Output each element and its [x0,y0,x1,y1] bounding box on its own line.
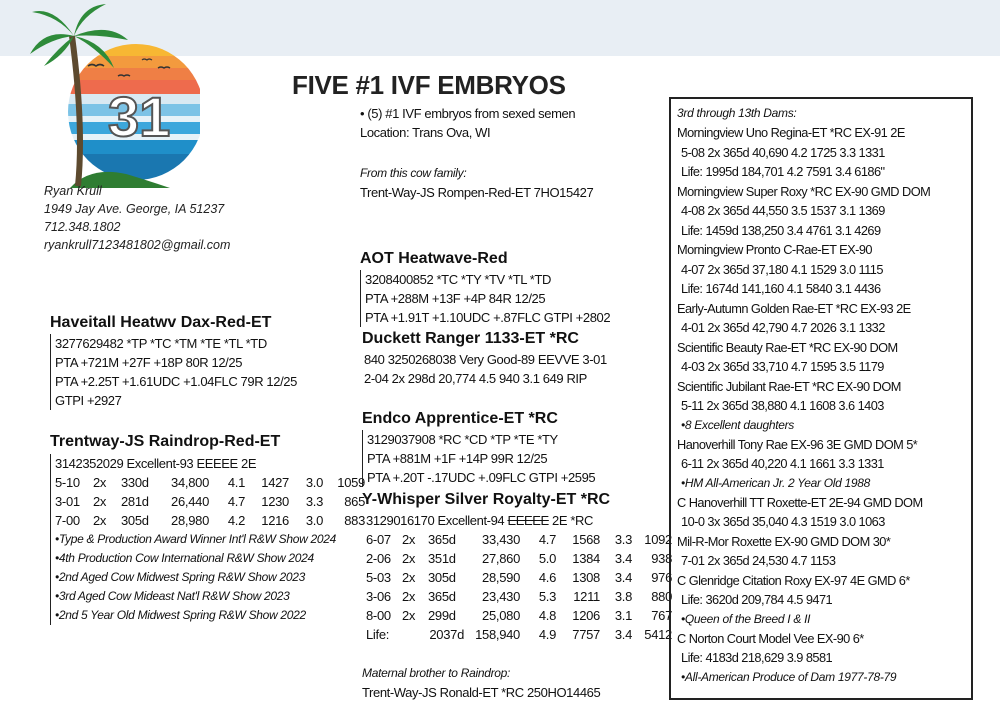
dam-life: Life: 1459d 138,250 3.4 4761 3.1 4269 [681,222,881,238]
record-row: 5-03 2x 305d 28,590 4.6 1308 3.4 976 [366,570,672,585]
record-row: 3-06 2x 365d 23,430 5.3 1211 3.8 880 [366,589,672,604]
haveitall-line: 3277629482 *TP *TC *TM *TE *TL *TD [55,336,267,351]
family-label: From this cow family: [360,166,467,180]
heatwave-line: PTA +288M +13F +4P 84R 12/25 [365,291,546,306]
dam-name: Hanoverhill Tony Rae EX-96 3E GMD DOM 5* [677,436,918,452]
heatwave-name: AOT Heatwave-Red [360,250,508,267]
dam-name: Scientific Beauty Rae-ET *RC EX-90 DOM [677,339,898,355]
record-row: 6-07 2x 365d 33,430 4.7 1568 3.3 1092 [366,532,672,547]
raindrop-note: •2nd Aged Cow Midwest Spring R&W Show 2023 [55,570,305,584]
whisper-reg-number: 3129016170 Excellent-94 [366,513,508,528]
duckett-name: Duckett Ranger 1133-ET *RC [362,330,579,347]
dam-name: Early-Autumn Golden Rae-ET *RC EX-93 2E [677,300,911,316]
dam-life: Life: 1674d 141,160 4.1 5840 3.1 4436 [681,281,881,296]
endco-line: 3129037908 *RC *CD *TP *TE *TY [367,432,558,447]
dam-name: C Norton Court Model Vee EX-90 6* [677,630,864,646]
dam-name: C Glenridge Citation Roxy EX-97 4E GMD 6* [677,572,910,588]
haveitall-line: GTPI +2927 [55,393,122,408]
dam-record: 7-01 2x 365d 24,530 4.7 1153 [681,553,836,568]
raindrop-note: •3rd Aged Cow Mideast Nat'l R&W Show 2023 [55,589,290,603]
contact-address: 1949 Jay Ave. George, IA 51237 [44,202,225,216]
dam-record: 5-08 2x 365d 40,690 4.2 1725 3.3 1331 [681,144,885,160]
intro-bullet: • (5) #1 IVF embryos from sexed semen [360,106,576,121]
maternal-name: Trent-Way-JS Ronald-ET *RC 250HO14465 [362,685,601,700]
dam-note: •All-American Produce of Dam 1977-78-79 [681,669,897,684]
endco-details [362,430,595,487]
contact-name: Ryan Krull [44,184,102,198]
raindrop-records [55,473,365,530]
palm-tree-sunset-logo [18,2,200,192]
heatwave-details [360,270,610,327]
dam-record: 4-07 2x 365d 37,180 4.1 1529 3.0 1115 [681,261,883,277]
duckett-details [364,350,607,388]
dam-record: 4-03 2x 365d 33,710 4.7 1595 3.5 1179 [681,359,884,374]
maternal-label: Maternal brother to Raindrop: [362,666,511,680]
page-title: FIVE #1 IVF EMBRYOS [292,70,566,100]
raindrop-reg: 3142352029 Excellent-93 EEEEE 2E [55,456,257,471]
life-row: Life: 2037d 158,940 4.9 7757 3.4 5412 [366,627,672,642]
record-row: 8-00 2x 299d 25,080 4.8 1206 3.1 767 [366,608,672,623]
dam-record: 10-0 3x 365d 35,040 4.3 1519 3.0 1063 [681,514,885,529]
whisper-name: Y-Whisper Silver Royalty-ET *RC [362,491,611,508]
record-row: 3-01 2x 281d 26,440 4.7 1230 3.3 865 [55,494,365,509]
dam-life: Life: 4183d 218,629 3.9 8581 [681,650,833,665]
dam-name: C Hanoverhill TT Roxette-ET 2E-94 GMD DOM [677,494,923,510]
contact-phone: 712.348.1802 [44,220,121,234]
raindrop-note: •Type & Production Award Winner Int'l R&W Show 2024 [55,532,336,546]
haveitall-details [50,334,297,410]
dam-record: 4-08 2x 365d 44,550 3.5 1537 3.1 1369 [681,203,885,218]
heatwave-line: PTA +1.91T +1.10UDC +.87FLC GTPI +2802 [365,310,611,325]
dam-record: 5-11 2x 365d 38,880 4.1 1608 3.6 1403 [681,398,884,413]
dam-life: Life: 3620d 209,784 4.5 9471 [681,592,833,607]
raindrop-note: •4th Production Cow International R&W Show 2024 [55,551,314,565]
whisper-reg-suffix: 2E *RC [548,513,593,528]
raindrop-name: Trentway-JS Raindrop-Red-ET [50,433,281,450]
duckett-line: 2-04 2x 298d 20,774 4.5 940 3.1 649 RIP [364,371,587,386]
svg-text:31: 31 [108,85,171,148]
whisper-records [366,530,672,644]
contact-email: ryankrull7123481802@gmail.com [44,238,231,252]
intro-location: Location: Trans Ova, WI [360,125,491,140]
dams-heading: 3rd through 13th Dams: [677,106,797,120]
endco-line: PTA +881M +1F +14P 99R 12/25 [367,451,548,466]
record-row: 5-10 2x 330d 34,800 4.1 1427 3.0 1059 [55,475,365,490]
dam-record: 4-01 2x 365d 42,790 4.7 2026 3.1 1332 [681,320,885,335]
intro-block [360,104,575,142]
raindrop-note: •2nd 5 Year Old Midwest Spring R&W Show 2022 [55,608,306,622]
family-name: Trent-Way-JS Rompen-Red-ET 7HO15427 [360,185,594,200]
whisper-reg [366,511,672,530]
raindrop-details [50,454,365,625]
dam-note: •8 Excellent daughters [681,417,795,432]
dam-record: 6-11 2x 365d 40,220 4.1 1661 3.3 1331 [681,456,884,471]
whisper-reg-scores: EEEEE [507,513,549,528]
dam-name: Morningview Super Roxy *RC EX-90 GMD DOM [677,183,931,199]
contact-block [44,182,230,254]
maternal-block [362,664,600,702]
dam-note: •HM All-American Jr. 2 Year Old 1988 [681,475,871,490]
dam-note: •Queen of the Breed I & II [681,611,811,626]
haveitall-line: PTA +721M +27F +18P 80R 12/25 [55,355,243,370]
whisper-details [362,511,672,644]
dam-life: Life: 1995d 184,701 4.2 7591 3.4 6186" [681,164,885,179]
haveitall-name: Haveitall Heatwv Dax-Red-ET [50,314,272,331]
duckett-line: 840 3250268038 Very Good-89 EEVVE 3-01 [364,352,607,367]
endco-line: PTA +.20T -.17UDC +.09FLC GTPI +2595 [367,470,596,485]
dam-name: Morningview Pronto C-Rae-ET EX-90 [677,242,872,257]
record-row: 7-00 2x 305d 28,980 4.2 1216 3.0 883 [55,513,365,528]
record-row: 2-06 2x 351d 27,860 5.0 1384 3.4 938 [366,551,672,566]
dam-name: Mil-R-Mor Roxette EX-90 GMD DOM 30* [677,533,891,549]
dam-name: Scientific Jubilant Rae-ET *RC EX-90 DOM [677,378,901,394]
dam-name: Morningview Uno Regina-ET *RC EX-91 2E [677,125,905,140]
heatwave-line: 3208400852 *TC *TY *TV *TL *TD [365,272,551,287]
haveitall-line: PTA +2.25T +1.61UDC +1.04FLC 79R 12/25 [55,374,297,389]
family-block [360,164,593,202]
endco-name: Endco Apprentice-ET *RC [362,410,558,427]
dams-list [677,104,930,687]
